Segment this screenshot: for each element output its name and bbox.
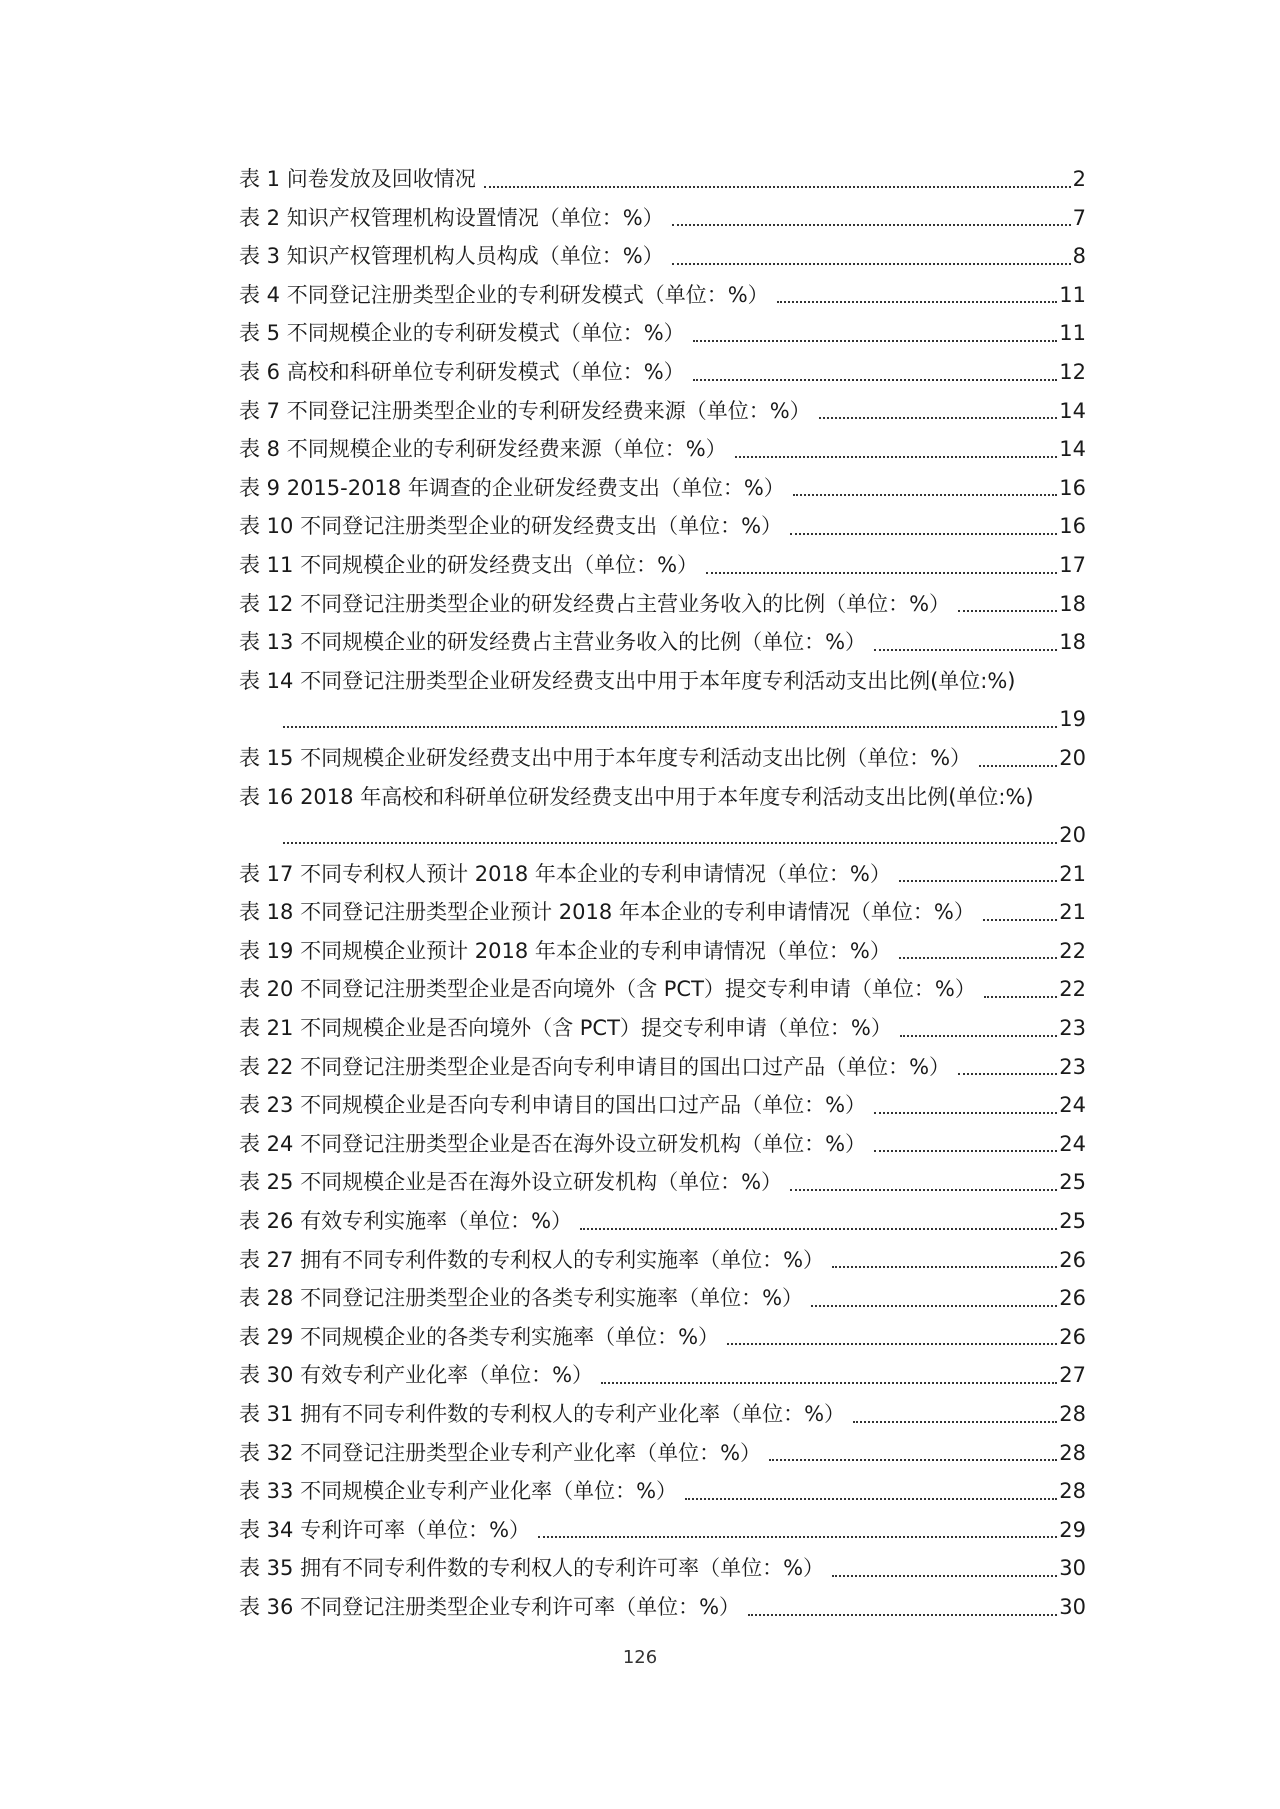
dot-leader [283,726,1057,728]
toc-entry-page: 14 [1059,398,1086,423]
toc-entry-page: 7 [1072,205,1086,230]
dot-leader [685,1498,1057,1500]
toc-entry[interactable] [239,739,1086,778]
dot-leader [672,224,1071,226]
toc-entry-title: 表 19 不同规模企业预计 2018 年本企业的专利申请情况（单位：%） [239,938,891,963]
toc-entry-title: 表 4 不同登记注册类型企业的专利研发模式（单位：%） [239,282,769,307]
toc-entry-title: 表 31 拥有不同专利件数的专利权人的专利产业化率（单位：%） [239,1402,846,1426]
toc-entry[interactable] [239,623,1086,662]
toc-entry-title: 表 32 不同登记注册类型企业专利产业化率（单位：%） [239,1440,762,1465]
toc-entry[interactable] [239,1318,1086,1357]
toc-entry[interactable] [239,1125,1086,1164]
dot-leader [580,1228,1057,1230]
dot-leader [900,1035,1057,1037]
dot-leader [958,1073,1057,1075]
toc-entry-page: 25 [1059,1170,1086,1195]
dot-leader [727,1343,1057,1345]
toc-entry-title: 表 20 不同登记注册类型企业是否向境外（含 PCT）提交专利申请（单位：%） [239,977,976,1002]
toc-entry-page: 12 [1059,359,1086,384]
toc-entry-page: 18 [1059,591,1086,616]
toc-entry[interactable] [239,160,1086,199]
dot-leader [735,456,1058,458]
dot-leader [874,1150,1057,1152]
toc-entry[interactable] [239,1511,1086,1550]
dot-leader [484,186,1071,188]
toc-entry[interactable] [239,1356,1086,1395]
toc-entry-page: 25 [1059,1209,1086,1234]
toc-entry-title: 表 35 拥有不同专利件数的专利权人的专利许可率（单位：%） [239,1556,825,1581]
toc-entry[interactable] [239,1549,1086,1588]
toc-entry-title: 表 12 不同登记注册类型企业的研发经费占主营业务收入的比例（单位：%） [239,591,951,616]
dot-leader [748,1614,1057,1616]
dot-leader [693,379,1058,381]
toc-entry[interactable] [239,970,1086,1009]
toc-entry-title: 表 36 不同登记注册类型企业专利许可率（单位：%） [239,1594,741,1619]
toc-entry[interactable] [239,700,1086,739]
toc-entry-title: 表 33 不同规模企业专利产业化率（单位：%） [239,1479,678,1504]
toc-entry-page: 28 [1059,1440,1086,1465]
dot-leader [899,880,1057,882]
dot-leader [853,1421,1057,1423]
toc-entry-title: 表 26 有效专利实施率（单位：%） [239,1209,573,1234]
toc-entry-page: 23 [1059,1054,1086,1079]
toc-entry-page: 24 [1059,1093,1086,1118]
dot-leader [769,1459,1057,1461]
dot-leader [984,996,1057,998]
toc-entry[interactable] [239,1472,1086,1511]
toc-entry-title: 表 22 不同登记注册类型企业是否向专利申请目的国出口过产品（单位：%） [239,1054,951,1079]
toc-entry[interactable] [239,816,1086,855]
toc-entry-title: 表 34 专利许可率（单位：%） [239,1517,531,1542]
toc-entry[interactable] [239,585,1086,624]
dot-leader [874,649,1057,651]
toc-entry-title[interactable]: 表 14 不同登记注册类型企业研发经费支出中用于本年度专利活动支出比例(单位:%) [239,668,1016,693]
dot-leader [958,610,1057,612]
toc-entry-page: 24 [1059,1131,1086,1156]
toc-entry-page: 18 [1059,630,1086,655]
toc-entry-title: 表 3 知识产权管理机构人员构成（单位：%） [239,244,664,269]
toc-entry[interactable] [239,276,1086,315]
toc-entry-page: 16 [1059,514,1086,539]
toc-entry-title: 表 9 2015-2018 年调查的企业研发经费支出（单位：%） [239,475,785,500]
toc-entry[interactable] [239,1395,1086,1434]
toc-entry[interactable] [239,353,1086,392]
toc-entry[interactable] [239,1086,1086,1125]
dot-leader [832,1266,1057,1268]
toc-entry-title: 表 8 不同规模企业的专利研发经费来源（单位：%） [239,437,727,462]
toc-entry-page: 14 [1059,437,1086,462]
toc-entry[interactable] [239,855,1086,894]
toc-entry-title: 表 25 不同规模企业是否在海外设立研发机构（单位：%） [239,1170,783,1195]
toc-entry-page: 26 [1059,1286,1086,1311]
toc-entry-title: 表 29 不同规模企业的各类专利实施率（单位：%） [239,1324,720,1349]
toc-entry[interactable] [239,199,1086,238]
toc-entry[interactable] [239,237,1086,276]
dot-leader [790,533,1057,535]
dot-leader [811,1305,1057,1307]
toc-entry-page: 27 [1059,1363,1086,1388]
toc-entry-title: 表 21 不同规模企业是否向境外（含 PCT）提交专利申请（单位：%） [239,1016,892,1041]
toc-entry-title: 表 7 不同登记注册类型企业的专利研发经费来源（单位：%） [239,398,811,423]
toc-entry[interactable] [239,893,1086,932]
toc-entry-title: 表 10 不同登记注册类型企业的研发经费支出（单位：%） [239,514,783,539]
toc-entry-page: 22 [1059,977,1086,1002]
toc-entry[interactable] [239,1009,1086,1048]
dot-leader [874,1112,1057,1114]
toc-entry-title: 表 13 不同规模企业的研发经费占主营业务收入的比例（单位：%） [239,630,867,655]
toc-entry-page: 19 [1059,707,1086,732]
toc-entry-page: 20 [1059,745,1086,770]
toc-entry[interactable] [239,1434,1086,1473]
toc-entry-page: 21 [1059,900,1086,925]
toc-entry[interactable] [239,1279,1086,1318]
dot-leader [793,494,1057,496]
dot-leader [983,919,1057,921]
toc-entry-page: 26 [1059,1247,1086,1272]
dot-leader [777,301,1058,303]
dot-leader [283,842,1057,844]
toc-entry[interactable] [239,314,1086,353]
toc-entry-title: 表 17 不同专利权人预计 2018 年本企业的专利申请情况（单位：%） [239,861,891,886]
toc-entry-title: 表 6 高校和科研单位专利研发模式（单位：%） [239,359,685,384]
toc-entry-title: 表 15 不同规模企业研发经费支出中用于本年度专利活动支出比例（单位：%） [239,745,972,770]
toc-entry-page: 16 [1059,475,1086,500]
toc-entry-page: 30 [1059,1556,1086,1581]
toc-entry-page: 20 [1059,823,1086,848]
toc-entry-page: 26 [1059,1324,1086,1349]
toc-entry-page: 28 [1059,1479,1086,1504]
toc-entry-title: 表 24 不同登记注册类型企业是否在海外设立研发机构（单位：%） [239,1131,867,1156]
dot-leader [819,417,1058,419]
toc-entry-page: 29 [1059,1517,1086,1542]
toc-entry-page: 30 [1059,1594,1086,1619]
toc-entry-title: 表 28 不同登记注册类型企业的各类专利实施率（单位：%） [239,1286,804,1311]
toc-entry-title: 表 11 不同规模企业的研发经费支出（单位：%） [239,552,699,577]
toc-entry-title: 表 30 有效专利产业化率（单位：%） [239,1363,594,1388]
dot-leader [538,1536,1057,1538]
toc-entry[interactable] [239,1241,1086,1280]
dot-leader [672,263,1071,265]
toc-entry-title: 表 27 拥有不同专利件数的专利权人的专利实施率（单位：%） [239,1247,825,1272]
toc-entry-title: 表 5 不同规模企业的专利研发模式（单位：%） [239,321,685,346]
table-of-contents [239,160,1086,1627]
toc-entry[interactable] [239,430,1086,469]
toc-entry-page: 8 [1072,244,1086,269]
dot-leader [979,765,1057,767]
toc-entry-page: 2 [1072,167,1086,191]
toc-entry[interactable] [239,1163,1086,1202]
toc-entry-page: 22 [1059,938,1086,963]
toc-entry-title: 表 1 问卷发放及回收情况 [239,167,476,191]
toc-entry[interactable] [239,1202,1086,1241]
dot-leader [790,1189,1057,1191]
toc-entry[interactable] [239,507,1086,546]
page-number: 126 [622,1647,658,1668]
dot-leader [601,1382,1057,1384]
toc-entry-page: 21 [1059,861,1086,886]
toc-entry-page: 11 [1059,321,1086,346]
toc-entry[interactable] [239,546,1086,585]
dot-leader [693,340,1058,342]
toc-entry[interactable] [239,1048,1086,1087]
toc-entry-page: 23 [1059,1016,1086,1041]
dot-leader [706,572,1057,574]
toc-entry[interactable] [239,469,1086,508]
toc-entry-page: 17 [1059,552,1086,577]
toc-entry-page: 28 [1059,1402,1086,1426]
toc-entry-title: 表 18 不同登记注册类型企业预计 2018 年本企业的专利申请情况（单位：%） [239,900,975,925]
dot-leader [899,957,1057,959]
toc-entry[interactable] [239,392,1086,431]
dot-leader [832,1575,1057,1577]
toc-entry-page: 11 [1059,282,1086,307]
toc-entry[interactable] [239,932,1086,971]
toc-entry-title[interactable]: 表 16 2018 年高校和科研单位研发经费支出中用于本年度专利活动支出比例(单位:%) [239,784,1034,809]
toc-entry-title: 表 2 知识产权管理机构设置情况（单位：%） [239,205,664,230]
toc-entry-title: 表 23 不同规模企业是否向专利申请目的国出口过产品（单位：%） [239,1093,867,1118]
toc-entry[interactable] [239,1588,1086,1627]
